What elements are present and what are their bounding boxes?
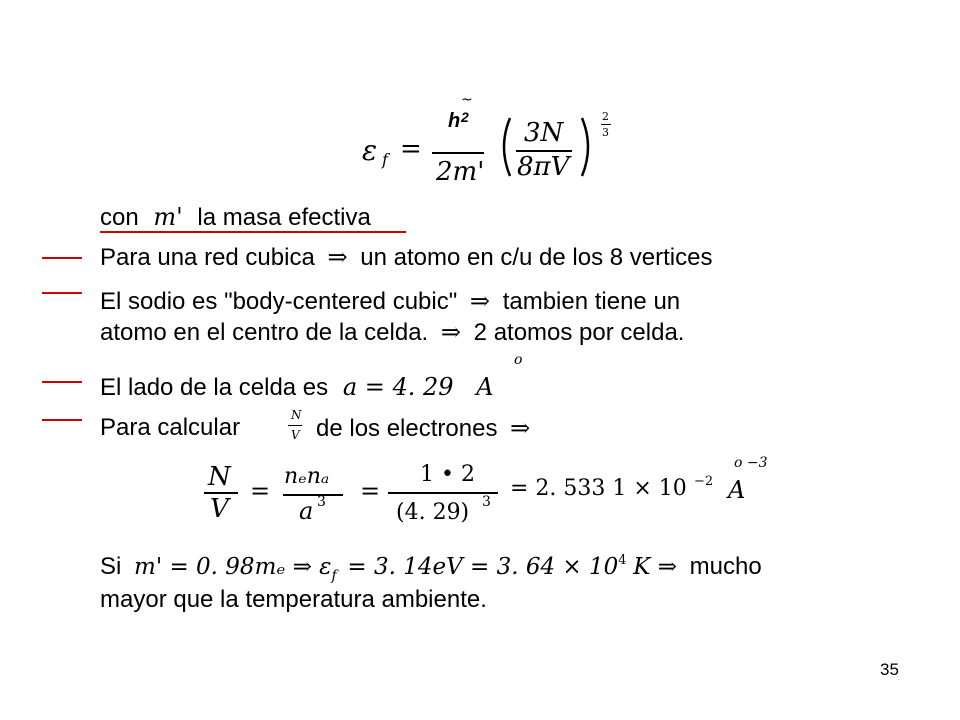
cubic-text-a: Para una red cubica xyxy=(100,244,315,271)
ne-na: nₑnₐ xyxy=(284,464,330,489)
exponent-bar xyxy=(601,124,611,125)
bullet-calculate-rest xyxy=(316,414,530,443)
four-29: (4. 29) xyxy=(396,500,470,525)
exponent-numerator: 2 xyxy=(602,110,609,123)
h-bar-tilde: ~ xyxy=(461,92,473,108)
bullet-dash-3 xyxy=(42,381,82,383)
four-29-exp: 3 xyxy=(482,494,491,510)
conclusion-sub: f xyxy=(331,568,337,584)
con-text: con xyxy=(100,204,139,231)
bullet-dash-1 xyxy=(42,257,82,259)
epsilon-symbol: ε xyxy=(362,134,378,167)
implies-arrow: ⇒ xyxy=(440,318,461,346)
conclusion-line2: mayor que la temperatura ambiente. xyxy=(100,586,487,613)
equals-1: = xyxy=(250,477,271,505)
page-number: 35 xyxy=(880,660,899,679)
cell-side-text: El lado de la celda es xyxy=(100,374,329,401)
cubic-text-b: un atomo en c/u de los 8 vertices xyxy=(360,244,713,271)
calculate-text-a: Para calcular xyxy=(100,414,241,441)
bullet-sodium-line2 xyxy=(100,318,684,347)
bullet-cell-side xyxy=(100,373,494,402)
equals-2: = xyxy=(360,477,381,505)
implies-arrow: ⇒ xyxy=(469,287,491,315)
bullet-cubic-lattice xyxy=(100,243,712,272)
conclusion-expr2: = 3. 14eV = 3. 64 × 10 xyxy=(347,554,619,580)
result-unit: A xyxy=(728,476,746,504)
effective-mass-line xyxy=(100,203,371,232)
bullet-dash-4 xyxy=(42,419,82,421)
equals-sign: = xyxy=(400,134,422,164)
result-exp: −2 xyxy=(694,474,714,489)
one-times-two: 1 • 2 xyxy=(420,462,475,487)
bullet-dash-2 xyxy=(42,292,82,294)
calc-frac-num: N xyxy=(291,408,302,422)
sodium-text-c: atomo en el centro de la celda. xyxy=(100,319,429,346)
bullet-calculate xyxy=(100,414,240,442)
a-cubed-exp: 3 xyxy=(317,494,326,510)
h-exponent: 2 xyxy=(461,109,469,125)
exponent-denominator: 3 xyxy=(602,126,609,139)
ne-na-bar xyxy=(283,494,343,496)
n-over-v-num: N xyxy=(208,462,231,492)
h-symbol: h xyxy=(448,110,461,132)
effective-mass-text: la masa efectiva xyxy=(197,204,371,231)
calculate-text-b: de los electrones xyxy=(316,415,498,442)
sodium-text-d: 2 atomos por celda. xyxy=(473,319,685,346)
underline-red xyxy=(100,231,406,233)
cell-side-value: a = 4. 29 xyxy=(342,373,454,401)
epsilon-subscript: f xyxy=(382,150,388,169)
inner-numerator: 3N xyxy=(524,118,564,148)
sodium-text-b: tambien tiene un xyxy=(502,288,681,315)
conclusion-expr3: K ⇒ xyxy=(633,554,677,580)
mucho-text: mucho xyxy=(689,553,762,580)
inner-denominator: 8πV xyxy=(517,152,570,182)
conclusion-line1 xyxy=(100,553,762,585)
calc-frac-den: V xyxy=(291,428,300,442)
a-cubed: a xyxy=(299,497,314,525)
conclusion-expr: m' = 0. 98mₑ ⇒ ε xyxy=(134,554,332,580)
result-value: = 2. 533 1 × 10 xyxy=(510,476,687,501)
denominator-2m: 2m' xyxy=(436,157,485,187)
sodium-text-a: El sodio es "body-centered cubic" xyxy=(100,288,458,315)
n-over-v-den: V xyxy=(210,494,229,524)
angstrom-ring: o xyxy=(514,352,523,368)
implies-arrow: ⇒ xyxy=(510,414,531,442)
calc-frac-bar xyxy=(288,425,302,426)
m-prime: m' xyxy=(153,203,183,231)
implies-arrow: ⇒ xyxy=(327,243,348,271)
angstrom-unit: A xyxy=(476,373,494,401)
bullet-sodium-line1 xyxy=(100,287,680,316)
fraction-bar xyxy=(432,152,484,154)
result-unit-sup: o −3 xyxy=(734,455,768,471)
si-text: Si xyxy=(100,553,122,580)
conclusion-exp: 4 xyxy=(618,553,627,568)
